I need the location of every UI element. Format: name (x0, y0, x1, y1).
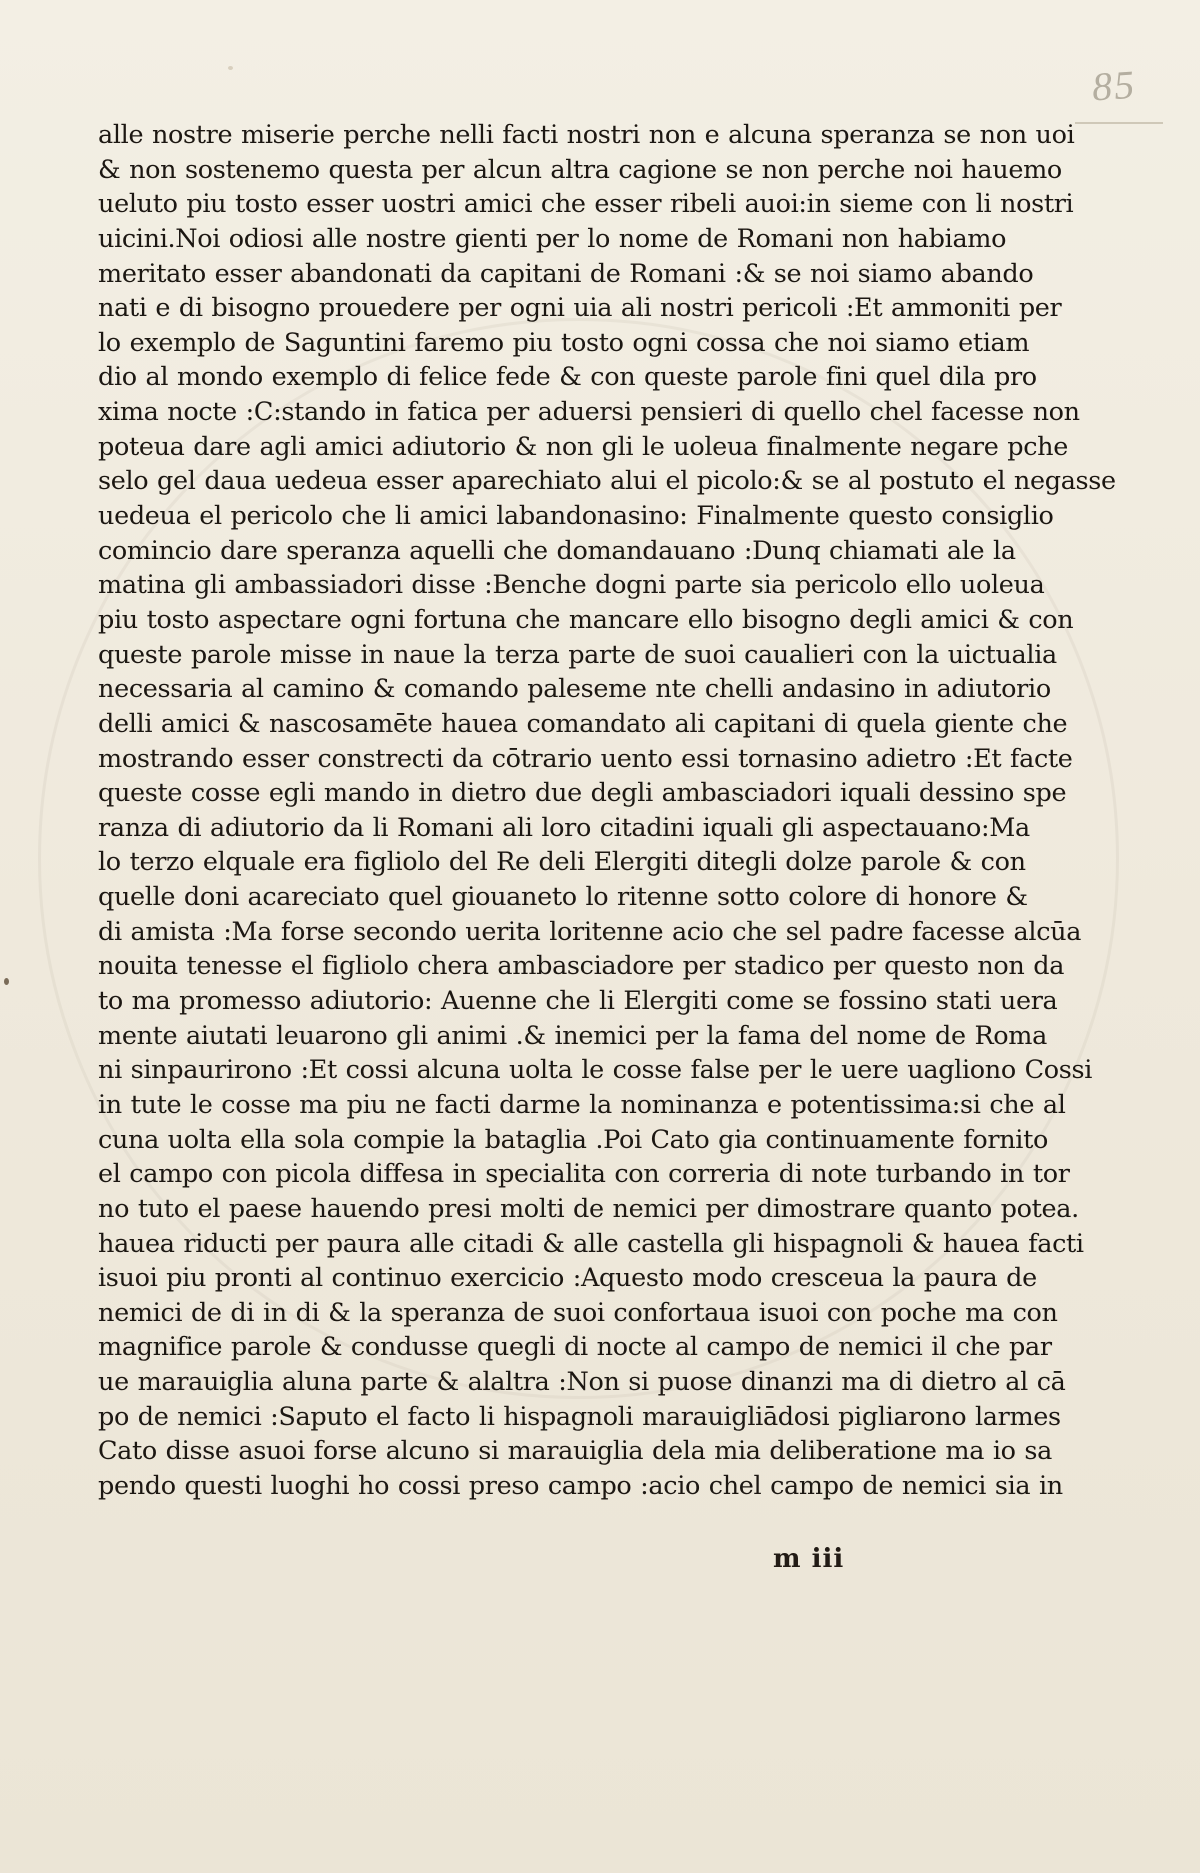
text-line: mente aiutati leuarono gli animi .& inemici per la fama del nome de Roma (98, 1020, 1047, 1051)
folio-number: 85 (1090, 61, 1138, 110)
text-line: lo exemplo de Saguntini faremo piu tosto ogni cossa che noi siamo etiam (98, 327, 1030, 358)
text-line: uicini.Noi odiosi alle nostre gienti per lo nome de Romani non habiamo (98, 223, 1007, 254)
text-line: el campo con picola diffesa in specialita con correria di note turbando in tor (98, 1159, 1070, 1190)
text-line: ni sinpaurirono :Et cossi alcuna uolta le cosse false per le uere uagliono Cossi (98, 1055, 1093, 1086)
text-line: queste cosse egli mando in dietro due degli ambasciadori iquali dessino spe (98, 778, 1067, 809)
text-line: lo terzo elquale era figliolo del Re deli Elergiti ditegli dolze parole & con (98, 847, 1026, 878)
text-line: cuna uolta ella sola compie la bataglia .Poi Cato gia continuamente fornito (98, 1124, 1049, 1155)
text-line: alle nostre miserie perche nelli facti nostri non e alcuna speranza se non uoi (98, 120, 1075, 150)
text-line: piu tosto aspectare ogni fortuna che mancare ello bisogno degli amici & con (98, 604, 1074, 635)
text-block (98, 118, 1116, 1504)
text-line: uedeua el pericolo che li amici labandonasino: Finalmente questo consiglio (98, 501, 1054, 532)
text-line: nouita tenesse el figliolo chera ambasciadore per stadico per questo non da (98, 951, 1065, 982)
text-line: po de nemici :Saputo el facto li hispagnoli marauigliādosi pigliarono larmes (98, 1401, 1061, 1432)
text-line: nati e di bisogno prouedere per ogni uia ali nostri pericoli :Et ammoniti per (98, 293, 1062, 324)
text-line: isuoi piu pronti al continuo exercicio :Aquesto modo cresceua la paura de (98, 1263, 1037, 1294)
text-line: quelle doni acareciato quel giouaneto lo ritenne sotto colore di honore & (98, 882, 1028, 913)
text-line: & non sostenemo questa per alcun altra cagione se non perche noi hauemo (98, 154, 1062, 185)
text-line: dio al mondo exemplo di felice fede & con queste parole fini quel dila pro (98, 362, 1037, 393)
text-line: xima nocte :C:stando in fatica per aduersi pensieri di quello chel facesse non (98, 397, 1080, 428)
text-line: hauea riducti per paura alle citadi & alle castella gli hispagnoli & hauea facti (98, 1228, 1084, 1259)
text-line: to ma promesso adiutorio: Auenne che li Elergiti come se fossino stati uera (98, 986, 1058, 1017)
text-line: delli amici & nascosamēte hauea comandato ali capitani di quela giente che (98, 708, 1068, 739)
text-line: in tute le cosse ma piu ne facti darme la nominanza e potentissima:si che al (98, 1089, 1066, 1120)
text-line: pendo questi luoghi ho cossi preso campo :acio chel campo de nemici sia in (98, 1470, 1063, 1501)
text-line: ranza di adiutorio da li Romani ali loro citadini iquali gli aspectauano:Ma (98, 812, 1030, 843)
folio-underline (1075, 122, 1163, 124)
text-line: di amista :Ma forse secondo uerita loritenne acio che sel padre facesse alcūa (98, 916, 1082, 947)
text-line: nemici de di in di & la speranza de suoi confortaua isuoi con poche ma con (98, 1297, 1058, 1328)
paper-spot (228, 66, 233, 70)
text-line: ueluto piu tosto esser uostri amici che esser ribeli auoi:in sieme con li nostri (98, 189, 1074, 220)
signature-mark: m iii (773, 1544, 845, 1574)
text-line: magnifice parole & condusse quegli di nocte al campo de nemici il che par (98, 1332, 1052, 1363)
text-line: selo gel daua uedeua esser aparechiato alui el picolo:& se al postuto el negasse (98, 466, 1116, 497)
text-line: Cato disse asuoi forse alcuno si marauiglia dela mia deliberatione ma io sa (98, 1436, 1053, 1467)
text-line: no tuto el paese hauendo presi molti de nemici per dimostrare quanto potea. (98, 1193, 1079, 1224)
text-line: meritato esser abandonati da capitani de Romani :& se noi siamo abando (98, 258, 1034, 289)
text-line: necessaria al camino & comando paleseme nte chelli andasino in adiutorio (98, 674, 1051, 705)
text-line: poteua dare agli amici adiutorio & non gli le uoleua finalmente negare pche (98, 431, 1068, 462)
text-line: matina gli ambassiadori disse :Benche dogni parte sia pericolo ello uoleua (98, 570, 1045, 601)
text-line: mostrando esser constrecti da cōtrario uento essi tornasino adietro :Et facte (98, 743, 1073, 774)
margin-stain (4, 978, 9, 985)
text-line: queste parole misse in naue la terza parte de suoi caualieri con la uictualia (98, 639, 1057, 670)
text-line: comincio dare speranza aquelli che domandauano :Dunq chiamati ale la (98, 535, 1016, 566)
text-line: ue marauiglia aluna parte & alaltra :Non si puose dinanzi ma di dietro al cā (98, 1367, 1066, 1398)
